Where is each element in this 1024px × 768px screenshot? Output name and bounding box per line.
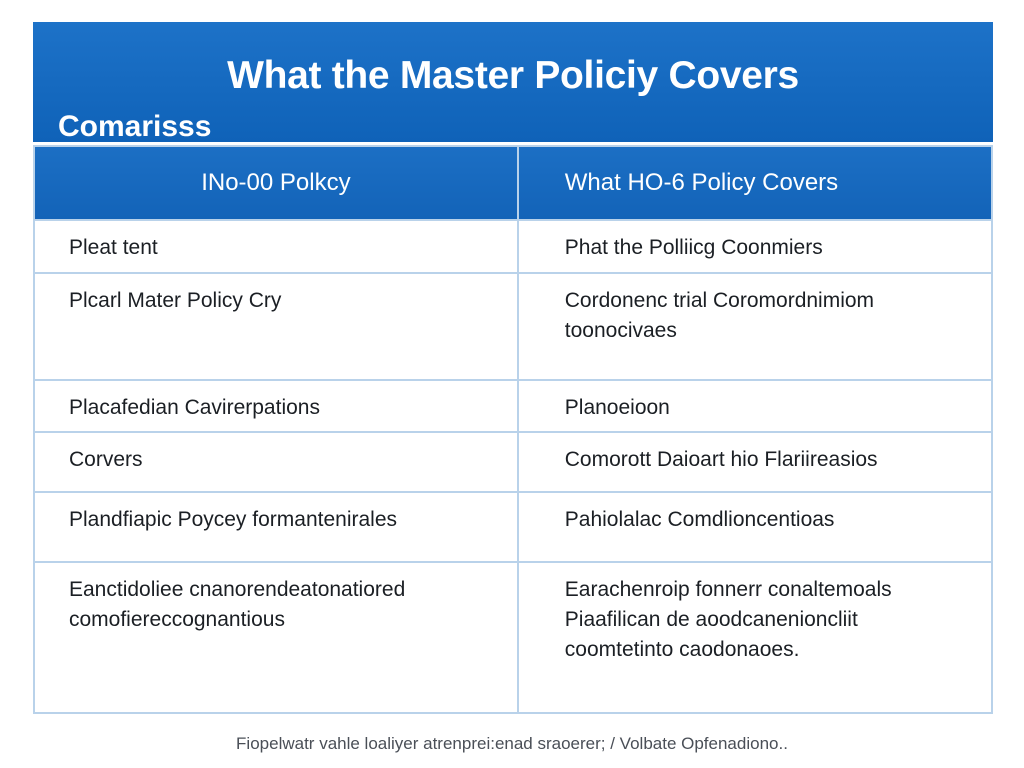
table-header-row	[35, 147, 991, 220]
cell-text: Planoeioon	[564, 396, 670, 419]
table-cell-left	[35, 492, 518, 562]
table-cell-right	[518, 380, 991, 432]
table-cell-left	[35, 432, 518, 492]
table-cell-left	[35, 562, 518, 712]
table-cell-right	[518, 432, 991, 492]
cell-text: Placafedian Cavirerpations	[69, 396, 320, 419]
cell-text: Eanctidoliee cnanorendeatonatiored	[69, 578, 406, 601]
column-header-left: INo-00 Polkcy	[35, 147, 518, 220]
header-banner	[33, 22, 993, 142]
cell-text: Comorott Daioart hio Flariireasios	[564, 448, 878, 471]
table-cell-left	[35, 220, 518, 273]
table-cell-right	[518, 492, 991, 562]
table-cell-right	[518, 273, 991, 380]
page-title: What the Master Policiy Covers	[227, 54, 799, 97]
table-cell-left	[35, 273, 518, 380]
cell-text: Pleat tent	[69, 236, 158, 259]
comparison-table	[33, 145, 993, 714]
cell-text: coomtetinto caodonaoes.	[564, 638, 800, 661]
table-cell-right	[518, 562, 991, 712]
table-row	[35, 380, 991, 432]
cell-text: Cordonenc trial Coromordnimiom	[564, 289, 875, 312]
cell-text: Plandfiapic Poycey formantenirales	[69, 508, 398, 531]
table-cell-left	[35, 380, 518, 432]
table-row	[35, 432, 991, 492]
table-cell-right	[518, 220, 991, 273]
column-header-right: What HO-6 Policy Covers	[518, 147, 991, 220]
footnote: Fiopelwatr vahle loaliyer atrenprei:enad sraoerer; / Volbate Opfenadiono..	[236, 734, 788, 753]
cell-text: Phat the Polliicg Coonmiers	[564, 236, 823, 259]
table-row	[35, 220, 991, 273]
cell-text: Piaafilican de aoodcanenioncliit	[564, 608, 858, 631]
cell-text: Earachenroip fonnerr conaltemoals	[564, 578, 892, 601]
cell-text: Pahiolalac Comdlioncentioas	[564, 508, 835, 531]
cell-text: Corvers	[69, 448, 143, 471]
table-row	[35, 562, 991, 712]
table-row	[35, 273, 991, 380]
cell-text: toonocivaes	[564, 319, 677, 342]
cell-text: comofiereccognantious	[69, 608, 285, 631]
cell-text: Plcarl Mater Policy Cry	[69, 289, 282, 312]
page-subtitle: Comarisss	[58, 110, 212, 143]
table-row	[35, 492, 991, 562]
